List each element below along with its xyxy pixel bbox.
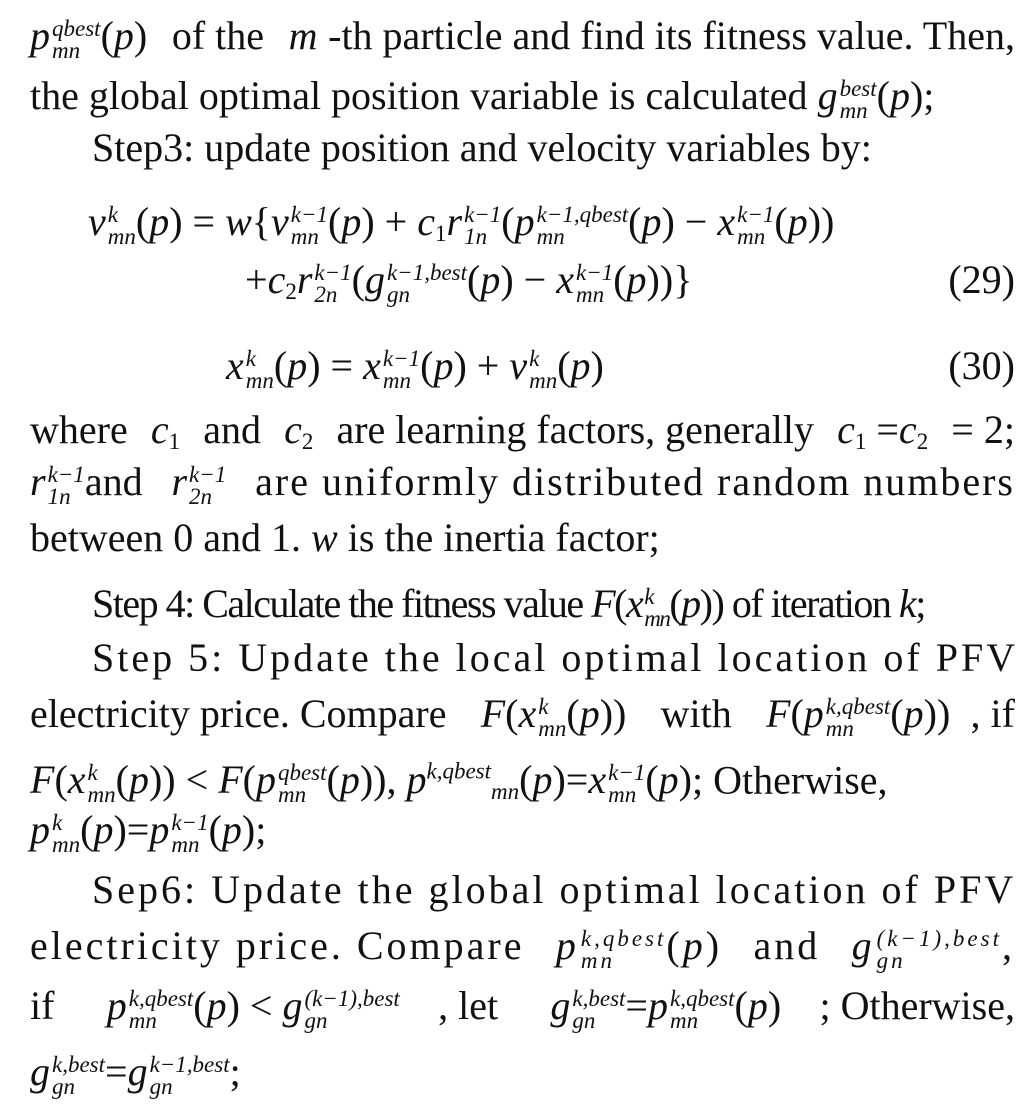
text-fragment: -th particle and find its fitness value. Then, — [328, 13, 1015, 58]
symbol-c1-eq-c2: $c_1 =c_2$ — [837, 407, 929, 454]
step6-line-2 — [30, 920, 1015, 972]
step3-line — [92, 122, 1015, 174]
step4-text-2: of iteration — [731, 581, 891, 626]
symbol-g-k1best: g (k−1),best gn , — [851, 923, 1015, 973]
symbol-k: k; — [898, 581, 925, 626]
step5-line-1 — [92, 632, 1019, 684]
symbol-c1: $c_1$ — [150, 407, 181, 454]
equation-29-line-1: v k mn (p) = w{v k−1 mn $(p) + c_1r$ k−1 1n (p k−1,qbest mn (p) − x k−1 mn (p)) — [88, 199, 835, 249]
symbol-fitness: F(x k mn (p)) — [591, 581, 724, 631]
symbol-fitness-x: F(x k mn (p)) — [480, 691, 627, 741]
text-fragment: ; Otherwise, — [819, 983, 1015, 1028]
equation-29-number: (29) — [948, 257, 1015, 302]
word: if — [30, 983, 55, 1028]
step6-assign: g k,best gn =p k,qbest mn (p) — [550, 983, 782, 1033]
symbol-fitness-p: F(p k,qbest mn (p)) — [766, 691, 951, 741]
symbol-p-kqbest: p k,qbest mn (p) — [555, 923, 723, 973]
word: of the — [171, 13, 265, 58]
step6-condition: p k,qbest mn (p) < g (k−1),best gn — [106, 983, 400, 1033]
equation-30: x k mn (p) = x k−1 mn (p) + v k mn (p) — [226, 343, 604, 393]
step5-condition: F(x k mn (p)) < F(p qbest mn (p)), $p^{k,qbest}_{mn}(p)=x$ k−1 mn (p) — [30, 757, 692, 808]
step6-text: Sep6: Update the global optimal location of PFV — [92, 867, 1017, 912]
text-fragment: ; Otherwise, — [692, 757, 888, 803]
word: and — [753, 923, 821, 968]
step6-line-1 — [92, 864, 1015, 916]
word: and — [203, 407, 261, 452]
step5-text: Step 5: Update the local optimal location of PFV — [92, 635, 1019, 680]
symbol-r2n: r k−1 2n — [171, 459, 227, 509]
symbol-r1n: r k−1 1n and — [30, 459, 143, 509]
word: , let — [438, 983, 499, 1028]
equation-29-line-2: $+c_2r$ k−1 2n (g k−1,best gn (p) − x k−1 mn (p))} — [245, 257, 693, 307]
text-fragment: = 2; — [951, 407, 1015, 452]
word: where — [30, 407, 128, 452]
text-fragment: electricity price. Compare — [30, 923, 525, 968]
step5-line-4 — [30, 804, 1015, 856]
step6-line-3 — [30, 980, 1015, 1032]
symbol-m: m — [288, 13, 318, 58]
word: with — [660, 691, 732, 736]
equation-30-number: (30) — [948, 343, 1015, 388]
text-fragment: are uniformly distributed random numbers — [255, 459, 1015, 504]
text-fragment: are learning factors, generally — [336, 407, 814, 452]
text-fragment: electricity price. Compare — [30, 691, 447, 736]
step5-line-2 — [30, 688, 1015, 740]
step3-text: Step3: update position and velocity variables by: — [92, 125, 872, 170]
text-line-2 — [30, 70, 1015, 122]
symbol-w: w — [311, 515, 338, 560]
step6-final: g k,best gn =g k−1,best gn ; — [30, 1049, 241, 1099]
symbol-g-best: g best mn (p); — [817, 73, 935, 123]
step4-text: Step 4: Calculate the fitness value — [92, 581, 583, 626]
symbol-c2: $c_2$ — [284, 407, 314, 454]
where-line-3 — [30, 512, 1015, 564]
where-line-2 — [30, 456, 1015, 508]
word: , if — [970, 691, 1015, 736]
text-line-1 — [30, 10, 1015, 62]
text-fragment: between 0 and 1. — [30, 515, 302, 560]
step5-assign: p k mn (p)=p k−1 mn (p); — [30, 807, 267, 857]
text-fragment: the global optimal position variable is calculated — [30, 73, 808, 118]
step4-line — [92, 578, 1015, 630]
symbol-p-qbest: p qbest mn (p) — [30, 13, 148, 63]
step6-line-4 — [30, 1046, 1015, 1098]
text-fragment: is the inertia factor; — [347, 515, 660, 560]
